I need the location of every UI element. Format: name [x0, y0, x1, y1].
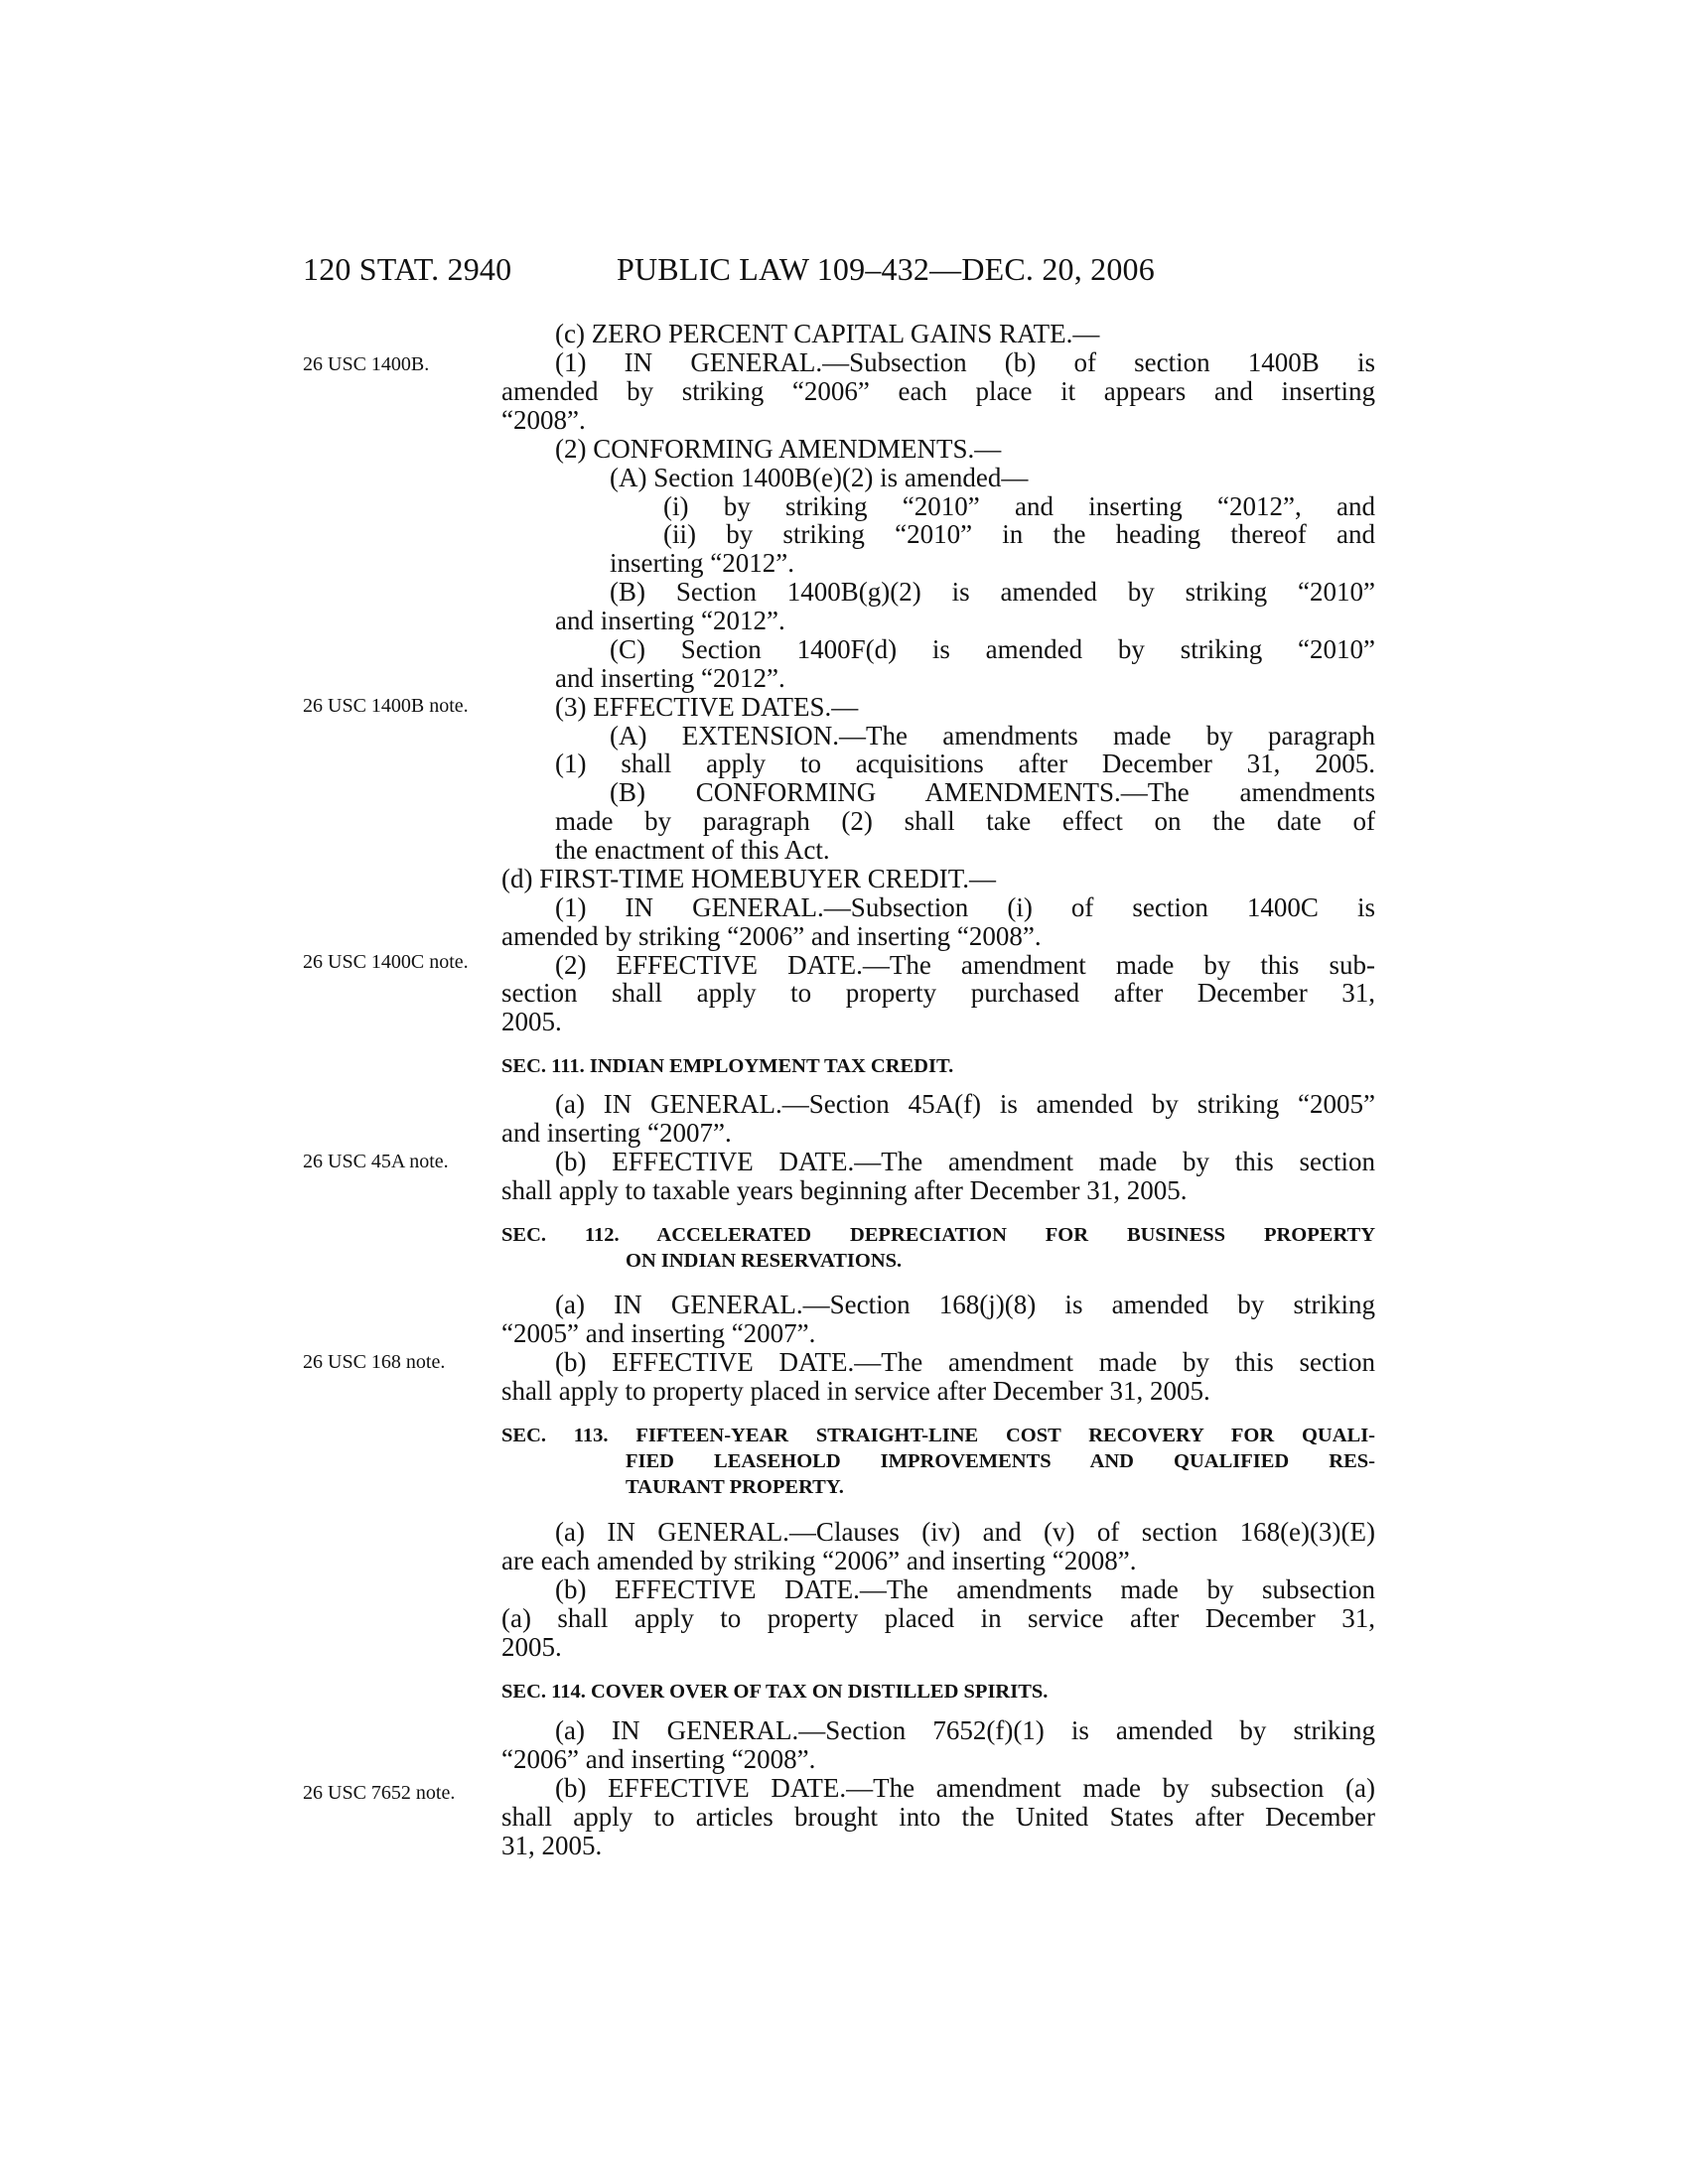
text-line: (a) IN GENERAL.—Section 168(j)(8) is amended by striking [555, 1290, 1375, 1319]
text-line: (1) IN GENERAL.—Subsection (b) of section 1400B is [555, 347, 1375, 377]
text-line: (1) shall apply to acquisitions after December 31, 2005. [555, 749, 1375, 778]
text-line: “2005” and inserting “2007”. [501, 1318, 816, 1348]
text-line: amended by striking “2006” each place it appears and inserting [501, 376, 1375, 406]
text-line: (3) EFFECTIVE DATES.— [555, 692, 859, 722]
margin-note: 26 USC 1400B note. [303, 695, 469, 717]
text-line: shall apply to property placed in service after December 31, 2005. [501, 1376, 1210, 1406]
text-line: shall apply to taxable years beginning after December 31, 2005. [501, 1175, 1188, 1205]
text-line: shall apply to articles brought into the United States after December [501, 1802, 1375, 1832]
text-line: 2005. [501, 1007, 562, 1036]
text-line: amended by striking “2006” and inserting “2008”. [501, 921, 1042, 951]
text-line: “2006” and inserting “2008”. [501, 1744, 816, 1774]
margin-note: 26 USC 168 note. [303, 1351, 446, 1373]
text-line: 2005. [501, 1632, 562, 1662]
subsection-heading: (d) FIRST-TIME HOMEBUYER CREDIT.— [501, 864, 996, 893]
text-line: (a) shall apply to property placed in service after December 31, [501, 1603, 1375, 1633]
text-line: (b) EFFECTIVE DATE.—The amendment made by this section [555, 1147, 1375, 1176]
text-line: (2) EFFECTIVE DATE.—The amendment made by this sub- [555, 950, 1375, 980]
page-reference: 120 STAT. 2940 [303, 251, 512, 287]
text-line: 31, 2005. [501, 1831, 603, 1860]
text-line: (b) EFFECTIVE DATE.—The amendments made by subsection [555, 1574, 1375, 1604]
text-line: (A) Section 1400B(e)(2) is amended— [610, 463, 1029, 492]
text-line: (B) CONFORMING AMENDMENTS.—The amendments [610, 777, 1375, 807]
section-heading: SEC. 111. INDIAN EMPLOYMENT TAX CREDIT. [501, 1055, 954, 1077]
text-line: (b) EFFECTIVE DATE.—The amendment made by this section [555, 1347, 1375, 1377]
text-line: and inserting “2012”. [555, 663, 785, 693]
text-line: are each amended by striking “2006” and inserting “2008”. [501, 1546, 1137, 1575]
text-line: (a) IN GENERAL.—Section 45A(f) is amended by striking “2005” [555, 1089, 1375, 1119]
section-heading: SEC. 113. FIFTEEN-YEAR STRAIGHT-LINE COST RECOVERY FOR QUALI- [501, 1425, 1375, 1446]
text-line: (A) EXTENSION.—The amendments made by paragraph [610, 721, 1375, 751]
section-heading: SEC. 112. ACCELERATED DEPRECIATION FOR BUSINESS PROPERTY [501, 1224, 1375, 1246]
text-line: (B) Section 1400B(g)(2) is amended by striking “2010” [610, 577, 1375, 607]
text-line: (2) CONFORMING AMENDMENTS.— [555, 434, 1002, 464]
text-line: section shall apply to property purchased after December 31, [501, 978, 1375, 1008]
section-heading: SEC. 114. COVER OVER OF TAX ON DISTILLED SPIRITS. [501, 1681, 1049, 1703]
text-line: (i) by striking “2010” and inserting “2012”, and [663, 491, 1375, 521]
text-line: (C) Section 1400F(d) is amended by striking “2010” [610, 634, 1375, 664]
text-line: and inserting “2007”. [501, 1118, 732, 1148]
section-heading: TAURANT PROPERTY. [626, 1476, 844, 1498]
margin-note: 26 USC 1400C note. [303, 951, 469, 973]
margin-note: 26 USC 1400B. [303, 353, 430, 375]
text-line: (ii) by striking “2010” in the heading thereof and [663, 519, 1375, 549]
subsection-heading: (c) ZERO PERCENT CAPITAL GAINS RATE.— [555, 319, 1100, 348]
text-line: made by paragraph (2) shall take effect on the date of [555, 806, 1375, 836]
text-line: (a) IN GENERAL.—Section 7652(f)(1) is amended by striking [555, 1715, 1375, 1745]
text-line: (a) IN GENERAL.—Clauses (iv) and (v) of section 168(e)(3)(E) [555, 1517, 1375, 1547]
section-heading: FIED LEASEHOLD IMPROVEMENTS AND QUALIFIED RES- [626, 1450, 1375, 1472]
text-line: and inserting “2012”. [555, 606, 785, 635]
section-heading: ON INDIAN RESERVATIONS. [626, 1250, 903, 1272]
text-line: (1) IN GENERAL.—Subsection (i) of section 1400C is [555, 892, 1375, 922]
margin-note: 26 USC 45A note. [303, 1151, 449, 1172]
text-line: “2008”. [501, 405, 586, 435]
running-head-title: PUBLIC LAW 109–432—DEC. 20, 2006 [617, 251, 1155, 287]
text-line: inserting “2012”. [610, 548, 794, 578]
text-line: the enactment of this Act. [555, 835, 830, 865]
margin-note: 26 USC 7652 note. [303, 1782, 456, 1804]
text-line: (b) EFFECTIVE DATE.—The amendment made by subsection (a) [555, 1773, 1375, 1803]
